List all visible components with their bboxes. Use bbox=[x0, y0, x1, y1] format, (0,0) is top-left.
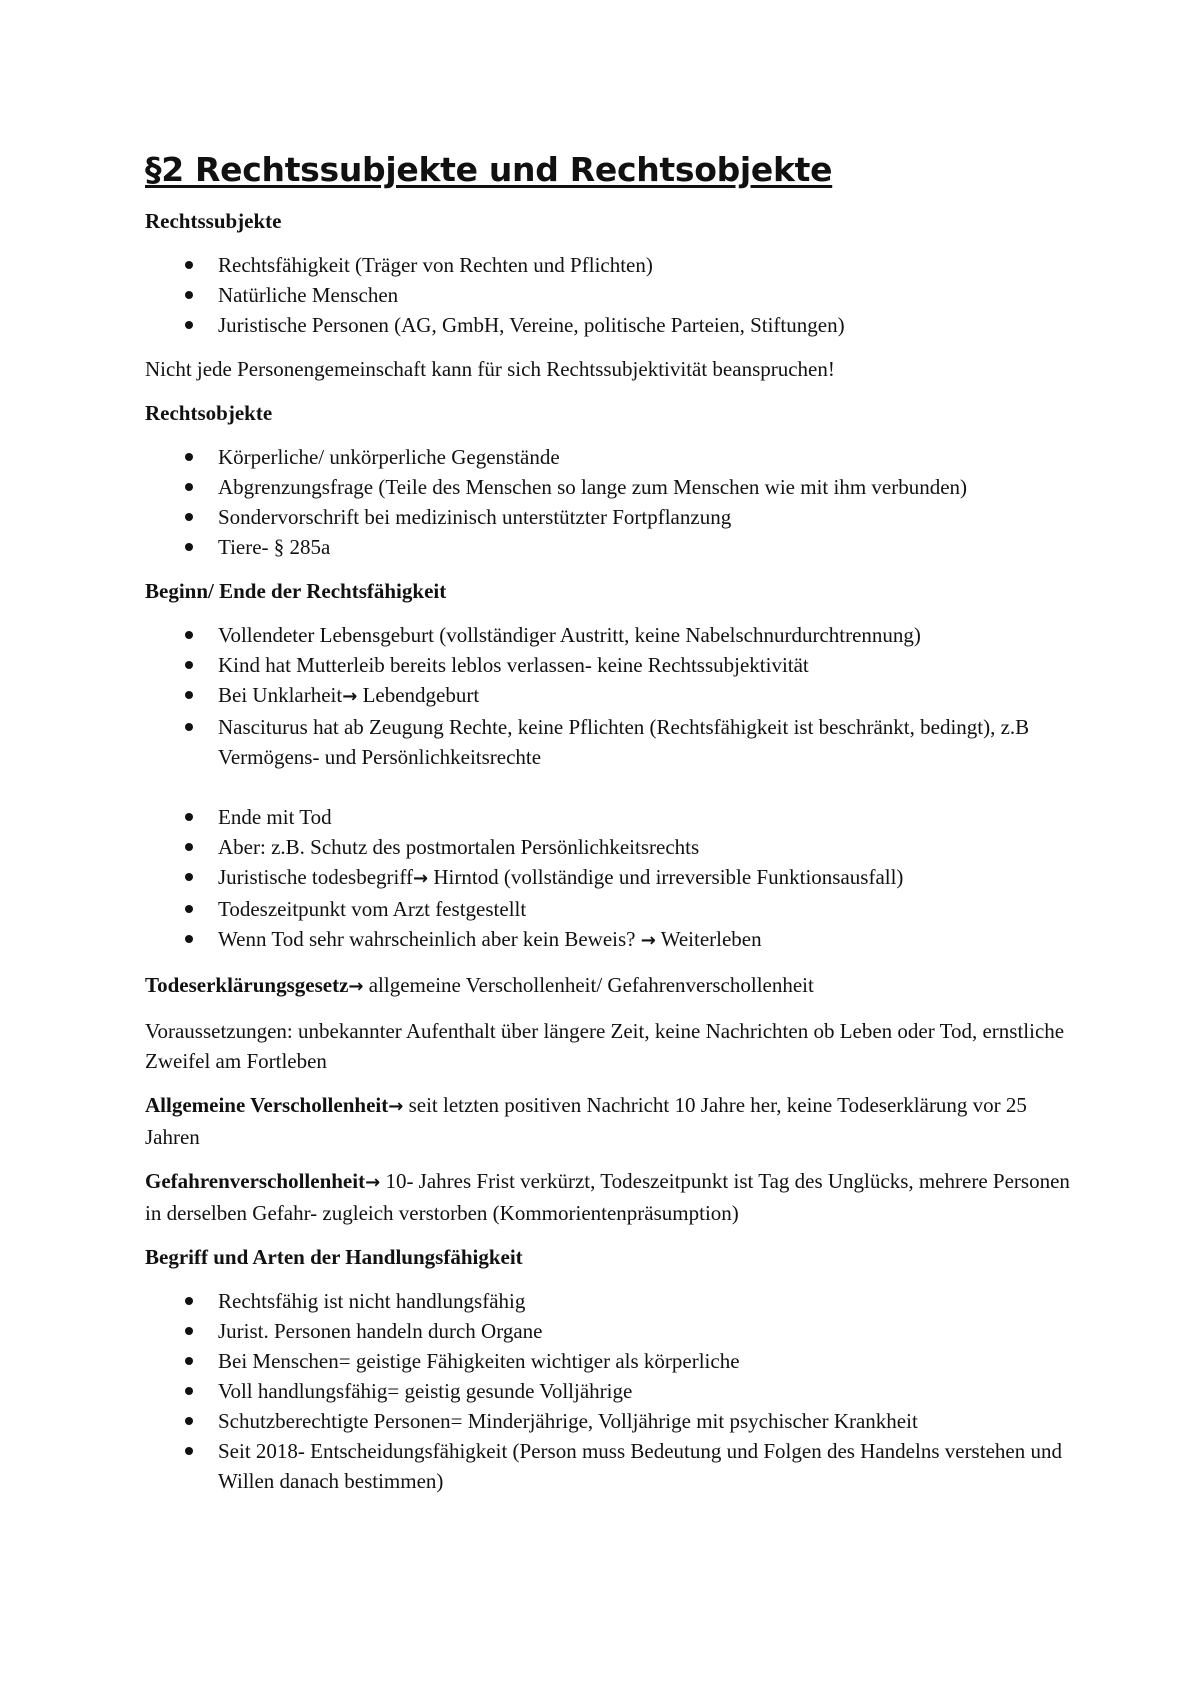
spacer bbox=[145, 772, 1080, 802]
list-beginn bbox=[145, 620, 1080, 772]
list-item: Kind hat Mutterleib bereits leblos verlassen- keine Rechtssubjektivität bbox=[145, 650, 1080, 680]
list-item: Ende mit Tod bbox=[145, 802, 1080, 832]
paragraph-voraussetzungen: Voraussetzungen: unbekannter Aufenthalt über längere Zeit, keine Nachrichten ob Leben oder Tod, ernstliche Zweifel am Fortleben bbox=[145, 1019, 1065, 1073]
item-text: Bei Unklarheit bbox=[218, 683, 343, 707]
list-item: Rechtsfähig ist nicht handlungsfähig bbox=[145, 1286, 1080, 1316]
item-text: Weiterleben bbox=[655, 927, 762, 951]
list-rechtssubjekte bbox=[145, 250, 1080, 340]
document-title: §2 Rechtssubjekte und Rechtsobjekte bbox=[145, 150, 833, 189]
item-text: Hirntod (vollständige und irreversible Funktionsausfall) bbox=[428, 865, 904, 889]
list-item: Vollendeter Lebensgeburt (vollständiger Austritt, keine Nabelschnurdurchtrennung) bbox=[145, 620, 1080, 650]
term-label: Allgemeine Verschollenheit bbox=[145, 1093, 389, 1117]
list-item: Tiere- § 285a bbox=[145, 532, 1080, 562]
heading-rechtssubjekte: Rechtssubjekte bbox=[145, 209, 282, 233]
term-label: Todeserklärungsgesetz bbox=[145, 973, 349, 997]
list-item: Natürliche Menschen bbox=[145, 280, 1080, 310]
item-text: Wenn Tod sehr wahrscheinlich aber kein Beweis? bbox=[218, 927, 641, 951]
list-handlungsfaehigkeit bbox=[145, 1286, 1080, 1496]
list-item: Aber: z.B. Schutz des postmortalen Persönlichkeitsrechts bbox=[145, 832, 1080, 862]
heading-beginn-ende: Beginn/ Ende der Rechtsfähigkeit bbox=[145, 579, 447, 603]
list-item: Seit 2018- Entscheidungsfähigkeit (Person muss Bedeutung und Folgen des Handelns verstehen und Willen danach bestimmen) bbox=[145, 1436, 1080, 1496]
list-item: Sondervorschrift bei medizinisch unterstützter Fortpflanzung bbox=[145, 502, 1080, 532]
arrow-right-icon: → bbox=[342, 686, 358, 707]
list-item: Körperliche/ unkörperliche Gegenstände bbox=[145, 442, 1080, 472]
term-text: 10- Jahres Frist verkürzt, Todeszeitpunkt ist Tag des Unglücks, mehrere Personen in derselben Gefahr- zugleich verstorben (Kommorientenpräsumption) bbox=[145, 1169, 1070, 1225]
term-text: allgemeine Verschollenheit/ Gefahrenverschollenheit bbox=[363, 973, 814, 997]
term-text: seit letzten positiven Nachricht 10 Jahre her, keine Todeserklärung vor 25 Jahren bbox=[145, 1093, 1027, 1149]
list-item bbox=[145, 924, 1080, 956]
list-item: Schutzberechtigte Personen= Minderjährige, Volljährige mit psychischer Krankheit bbox=[145, 1406, 1080, 1436]
list-item: Rechtsfähigkeit (Träger von Rechten und Pflichten) bbox=[145, 250, 1080, 280]
arrow-right-icon: → bbox=[388, 1096, 404, 1117]
item-text: Lebendgeburt bbox=[357, 683, 480, 707]
paragraph-todeserklaerungsgesetz bbox=[145, 970, 1080, 1002]
term-label: Gefahrenverschollenheit bbox=[145, 1169, 366, 1193]
list-item: Abgrenzungsfrage (Teile des Menschen so lange zum Menschen wie mit ihm verbunden) bbox=[145, 472, 1080, 502]
note-rechtssubjektivitaet: Nicht jede Personengemeinschaft kann für sich Rechtssubjektivität beanspruchen! bbox=[145, 357, 835, 381]
arrow-right-icon: → bbox=[348, 976, 364, 997]
paragraph-allgemeine-verschollenheit bbox=[145, 1090, 1080, 1152]
list-item: Jurist. Personen handeln durch Organe bbox=[145, 1316, 1080, 1346]
list-item: Voll handlungsfähig= geistig gesunde Volljährige bbox=[145, 1376, 1080, 1406]
list-item: Todeszeitpunkt vom Arzt festgestellt bbox=[145, 894, 1080, 924]
paragraph-gefahrenverschollenheit bbox=[145, 1166, 1080, 1228]
list-item: Nasciturus hat ab Zeugung Rechte, keine Pflichten (Rechtsfähigkeit ist beschränkt, bedingt), z.B Vermögens- und Persönlichkeitsrechte bbox=[145, 712, 1080, 772]
item-text: Juristische todesbegriff bbox=[218, 865, 413, 889]
list-rechtsobjekte bbox=[145, 442, 1080, 562]
list-item bbox=[145, 862, 1080, 894]
arrow-right-icon: → bbox=[413, 868, 429, 889]
list-item: Juristische Personen (AG, GmbH, Vereine, politische Parteien, Stiftungen) bbox=[145, 310, 1080, 340]
list-item bbox=[145, 680, 1080, 712]
heading-handlungsfaehigkeit: Begriff und Arten der Handlungsfähigkeit bbox=[145, 1245, 523, 1269]
heading-rechtsobjekte: Rechtsobjekte bbox=[145, 401, 273, 425]
arrow-right-icon: → bbox=[365, 1172, 381, 1193]
list-item: Bei Menschen= geistige Fähigkeiten wichtiger als körperliche bbox=[145, 1346, 1080, 1376]
arrow-right-icon: → bbox=[640, 930, 656, 951]
list-ende bbox=[145, 802, 1080, 956]
